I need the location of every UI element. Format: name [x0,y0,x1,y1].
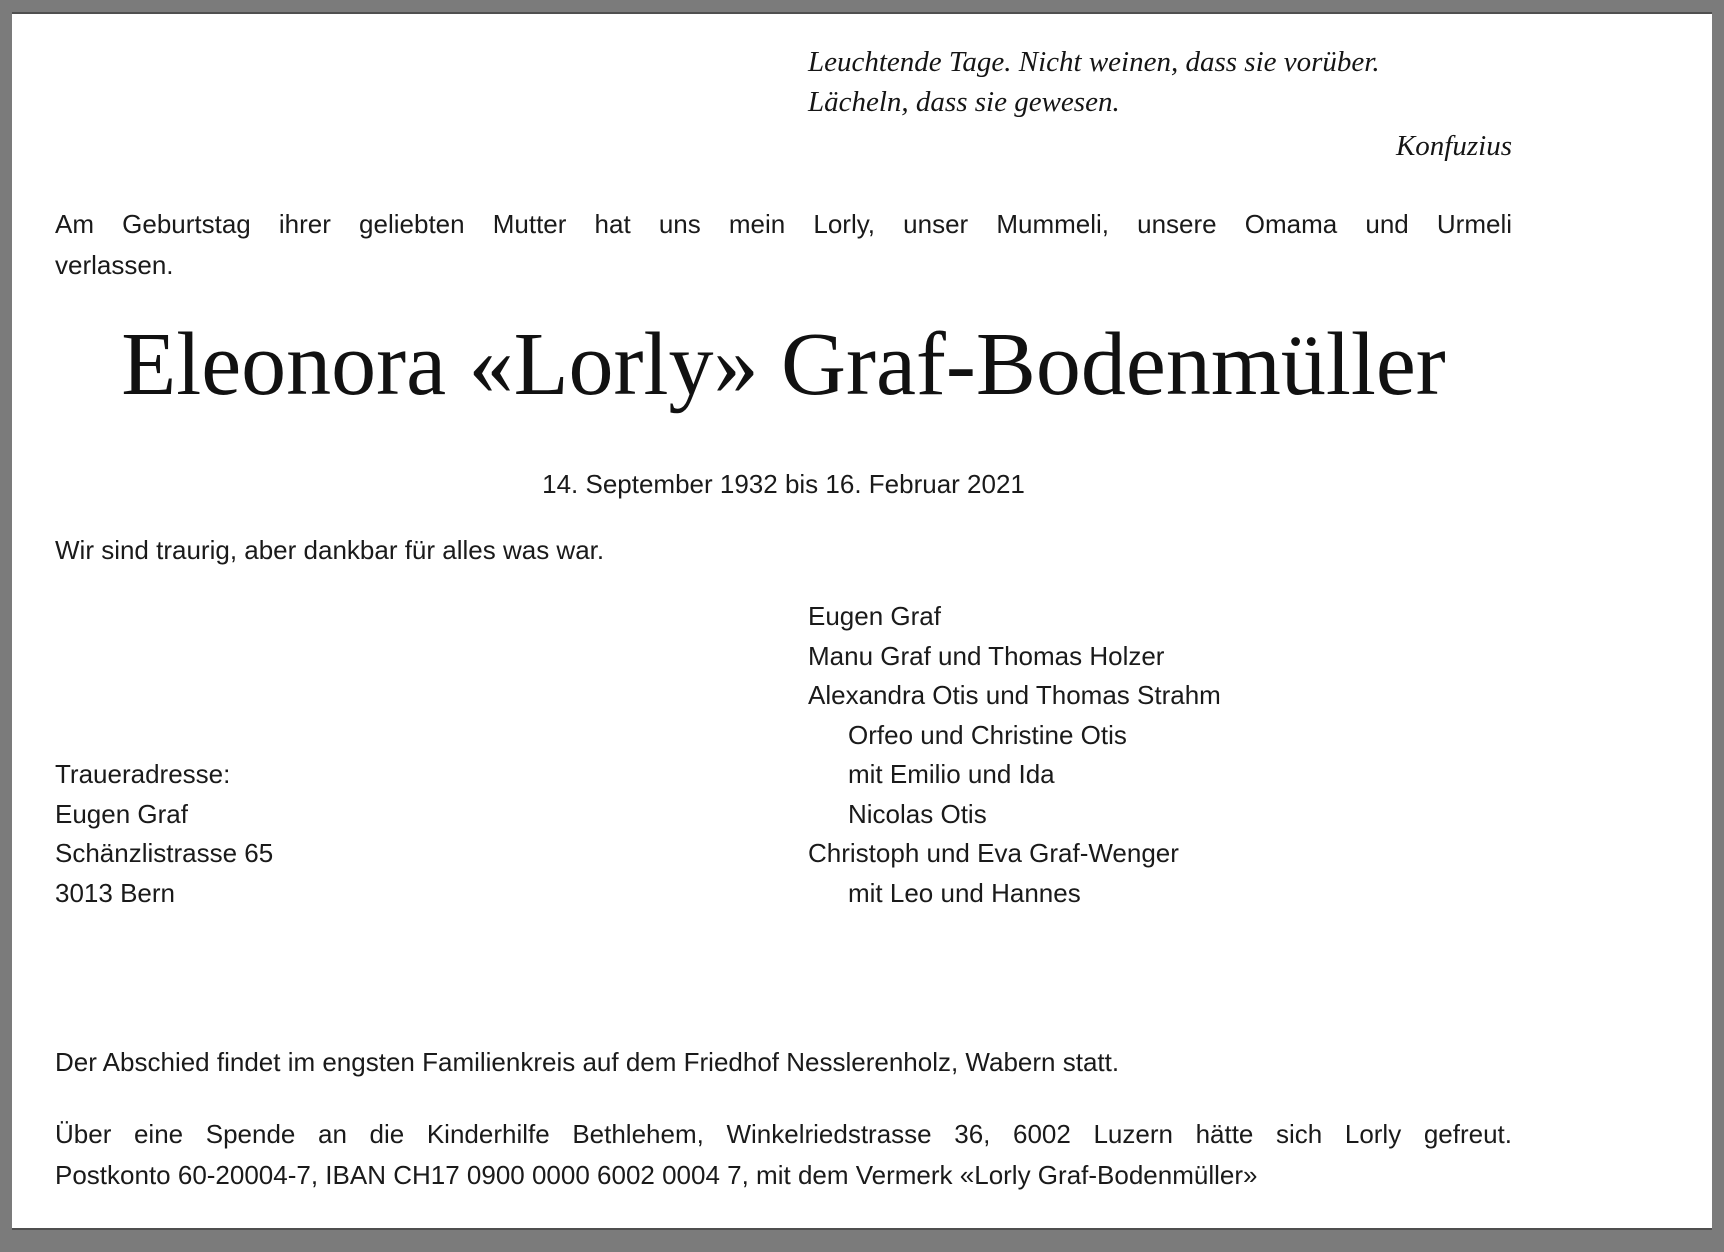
epigraph-quote [808,42,1512,122]
life-dates: 14. September 1932 bis 16. Februar 2021 [542,469,1025,499]
intro-line-1: Am Geburtstag ihrer geliebten Mutter hat uns mein Lorly, unser Mummeli, unsere Omama und Urmeli [55,209,1512,239]
epigraph-attribution: Konfuzius [1395,130,1512,162]
epigraph-line-2: Lächeln, dass sie gewesen. [808,86,1120,118]
epigraph-line-1: Leuchtende Tage. Nicht weinen, dass sie vorüber. [808,46,1380,78]
family-list [808,597,1221,913]
mourning-address-line: Eugen Graf [55,798,188,829]
donation-line-1: Über eine Spende an die Kinderhilfe Bethlehem, Winkelriedstrasse 36, 6002 Luzern hätte sich Lorly gefreut. [55,1119,1512,1149]
donation-line-2: Postkonto 60-20004-7, IBAN CH17 0900 0000 6002 0004 7, mit dem Vermerk «Lorly Graf-Bodenmüller» [55,1160,1258,1190]
family-member: Manu Graf und Thomas Holzer [808,640,1165,671]
family-member: Alexandra Otis und Thomas Strahm [808,680,1221,710]
family-member: Christoph und Eva Graf-Wenger [808,838,1179,868]
family-member: Orfeo und Christine Otis [848,719,1127,750]
family-member: Nicolas Otis [848,798,987,829]
family-member: mit Emilio und Ida [848,759,1055,789]
donation-paragraph [55,1114,1512,1196]
intro-line-2: verlassen. [55,250,174,280]
obituary-page [12,12,1712,1230]
mourning-address-label: Traueradresse: [55,759,231,789]
deceased-name: Eleonora «Lorly» Graf-Bodenmüller [121,315,1446,414]
family-member: mit Leo und Hannes [848,877,1081,908]
mourning-address-line: Schänzlistrasse 65 [55,838,274,868]
intro-paragraph [55,204,1512,286]
family-member: Eugen Graf [808,601,941,631]
mourning-address [55,755,273,913]
obituary-textblock [55,14,1512,1228]
farewell-paragraph: Der Abschied findet im engsten Familienkreis auf dem Friedhof Nesslerenholz, Wabern statt. [55,1047,1120,1077]
mourning-address-line: 3013 Bern [55,877,175,908]
gratitude-line: Wir sind traurig, aber dankbar für alles was war. [55,535,605,565]
